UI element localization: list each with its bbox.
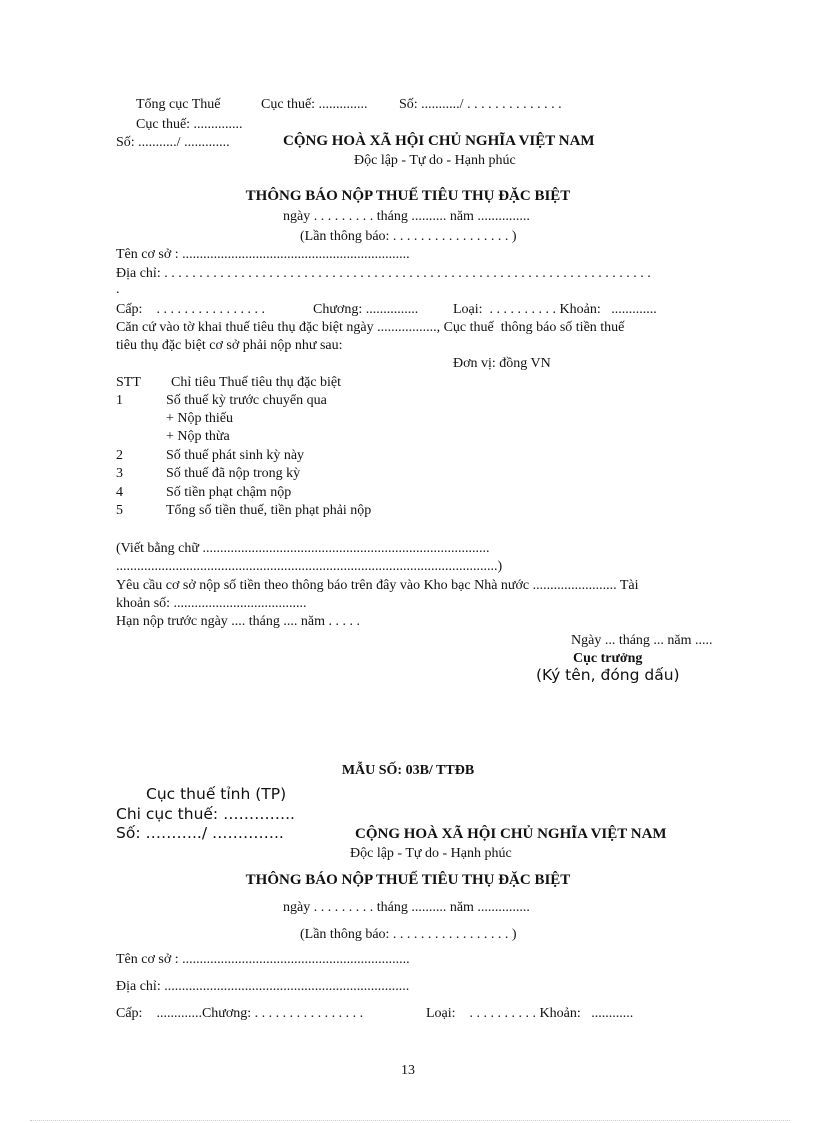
country-name: CỘNG HOÀ XÃ HỘI CHỦ NGHĨA VIỆT NAM	[283, 133, 595, 149]
signature-title: Cục trưởng	[573, 651, 643, 666]
form2-cap-chuong: Cấp: .............Chương: . . . . . . . . . . . . . . . .	[116, 1006, 364, 1021]
form1-notice-number: (Lần thông báo: . . . . . . . . . . . . . . . . . )	[300, 229, 517, 244]
table-row-item: + Nộp thiếu	[166, 411, 233, 426]
table-row-item: Số thuế kỳ trước chuyển qua	[166, 393, 327, 408]
form1-request-line2: khoản số: ......................................	[116, 596, 307, 611]
form1-amount-words: (Viết bằng chữ ..................................................................................	[116, 541, 490, 556]
header-tax-dept: Cục thuế: ..............	[261, 97, 368, 112]
table-row-item: + Nộp thừa	[166, 429, 230, 444]
table-header-stt: STT	[116, 375, 141, 390]
form2-header-number: Số: ………../ …………..	[116, 824, 284, 842]
motto: Độc lập - Tự do - Hạnh phúc	[350, 846, 512, 861]
form2-date-line: ngày . . . . . . . . . tháng .......... năm ...............	[283, 900, 530, 915]
table-row-stt: 3	[116, 466, 123, 481]
signature-note: (Ký tên, đóng dấu)	[536, 666, 680, 684]
form1-unit: Đơn vị: đồng VN	[453, 356, 551, 371]
form1-loai-khoan: Loại: . . . . . . . . . . Khoản: .............	[453, 302, 657, 317]
form1-request-line1: Yêu cầu cơ sở nộp số tiền theo thông báo trên đây vào Kho bạc Nhà nước ........................ Tài	[116, 578, 639, 593]
form1-address: Địa chỉ: . . . . . . . . . . . . . . . . . . . . . . . . . . . . . . . . . . . . . . . . . . . . . . . . . . . . . . . . . . . . . . . . . . . . . .	[116, 266, 651, 281]
form2-header-province: Cục thuế tỉnh (TP)	[146, 785, 287, 803]
form1-amount-words-cont: .............................................................................................................)	[116, 559, 503, 574]
form1-chuong: Chương: ...............	[313, 302, 419, 317]
header-agency: Tổng cục Thuế	[136, 97, 221, 112]
table-row-stt: 1	[116, 393, 123, 408]
table-row-stt: 4	[116, 485, 123, 500]
page-number: 13	[401, 1063, 415, 1078]
country-name: CỘNG HOÀ XÃ HỘI CHỦ NGHĨA VIỆT NAM	[355, 826, 667, 842]
form2-title: THÔNG BÁO NỘP THUẾ TIÊU THỤ ĐẶC BIỆT	[245, 872, 571, 888]
motto: Độc lập - Tự do - Hạnh phúc	[354, 153, 516, 168]
form1-address-cont: .	[116, 282, 120, 297]
table-row-item: Số thuế đã nộp trong kỳ	[166, 466, 301, 481]
header-tax-dept-2: Cục thuế: ..............	[136, 117, 243, 132]
form1-title: THÔNG BÁO NỘP THUẾ TIÊU THỤ ĐẶC BIỆT	[245, 188, 571, 204]
form1-date-line: ngày . . . . . . . . . tháng .......... năm ...............	[283, 209, 530, 224]
form2-facility-name: Tên cơ sở : .................................................................	[116, 952, 410, 967]
form1-basis-line1: Căn cứ vào tờ khai thuế tiêu thụ đặc biệt ngày ................., Cục thuế thông báo số tiền thuế	[116, 320, 625, 335]
form1-basis-line2: tiêu thụ đặc biệt cơ sở phải nộp như sau:	[116, 338, 343, 353]
form1-cap: Cấp: . . . . . . . . . . . . . . . .	[116, 302, 265, 317]
form2-notice-number: (Lần thông báo: . . . . . . . . . . . . . . . . . )	[300, 927, 517, 942]
table-row-item: Tổng số tiền thuế, tiền phạt phải nộp	[166, 503, 372, 518]
signature-date: Ngày ... tháng ... năm .....	[571, 633, 713, 648]
table-row-stt: 2	[116, 448, 123, 463]
form1-facility-name: Tên cơ sở : .................................................................	[116, 247, 410, 262]
header-number: Số: .........../ . . . . . . . . . . . . . .	[399, 97, 562, 112]
form1-deadline: Hạn nộp trước ngày .... tháng .... năm . . . . .	[116, 614, 361, 629]
table-header-item: Chỉ tiêu Thuế tiêu thụ đặc biệt	[171, 375, 342, 390]
form2-header-branch: Chi cục thuế: …………..	[116, 805, 295, 823]
header-number-2: Số: .........../ .............	[116, 135, 230, 150]
form2-loai-khoan: Loại: . . . . . . . . . . Khoản: ............	[426, 1006, 634, 1021]
form2-form-number: MẪU SỐ: 03B/ TTĐB	[341, 763, 475, 778]
table-row-item: Số tiền phạt chậm nộp	[166, 485, 292, 500]
form2-address: Địa chỉ: ......................................................................	[116, 979, 410, 994]
table-row-stt: 5	[116, 503, 123, 518]
table-row-item: Số thuế phát sinh kỳ này	[166, 448, 305, 463]
page-bottom-border	[30, 1120, 790, 1121]
